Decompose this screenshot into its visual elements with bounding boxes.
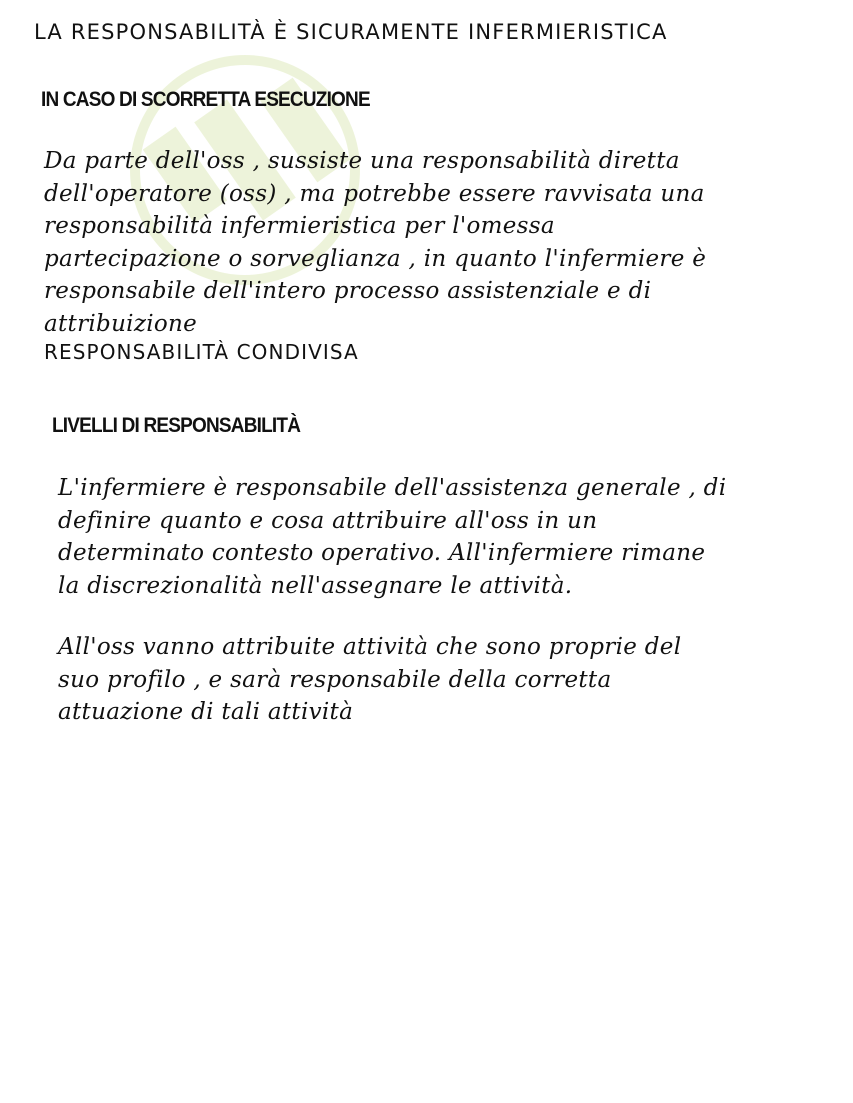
paragraph-oss-attivita: All'oss vanno attribuite attività che sono proprie del suo profilo , e sarà responsabile della corretta attuazione di tali attività [58, 634, 682, 725]
section-heading-scorretta-esecuzione: IN CASO DI SCORRETTA ESECUZIONE [41, 88, 370, 112]
paragraph-responsabilita-oss: Da parte dell'oss , sussiste una responsabilità diretta dell'operatore (oss) , ma potrebbe essere ravvisata una responsabilità infermieristica per l'omessa partecipazione o sorveglianza , in quanto l'infermiere è responsabile dell'intero processo assistenziale e di attribuizione [44, 148, 707, 337]
conclusion-responsabilita-condivisa: RESPONSABILITÀ CONDIVISA [44, 340, 359, 364]
paragraph-infermiere: L'infermiere è responsabile dell'assistenza generale , di definire quanto e cosa attribuire all'oss in un determinato contesto operativo. All'infermiere rimane la discrezionalità nell'assegnare le attività. [58, 475, 727, 599]
page-title: LA RESPONSABILITÀ È SICURAMENTE INFERMIERISTICA [34, 20, 668, 44]
section-heading-livelli-responsabilita: LIVELLI DI RESPONSABILITÀ [52, 414, 301, 438]
